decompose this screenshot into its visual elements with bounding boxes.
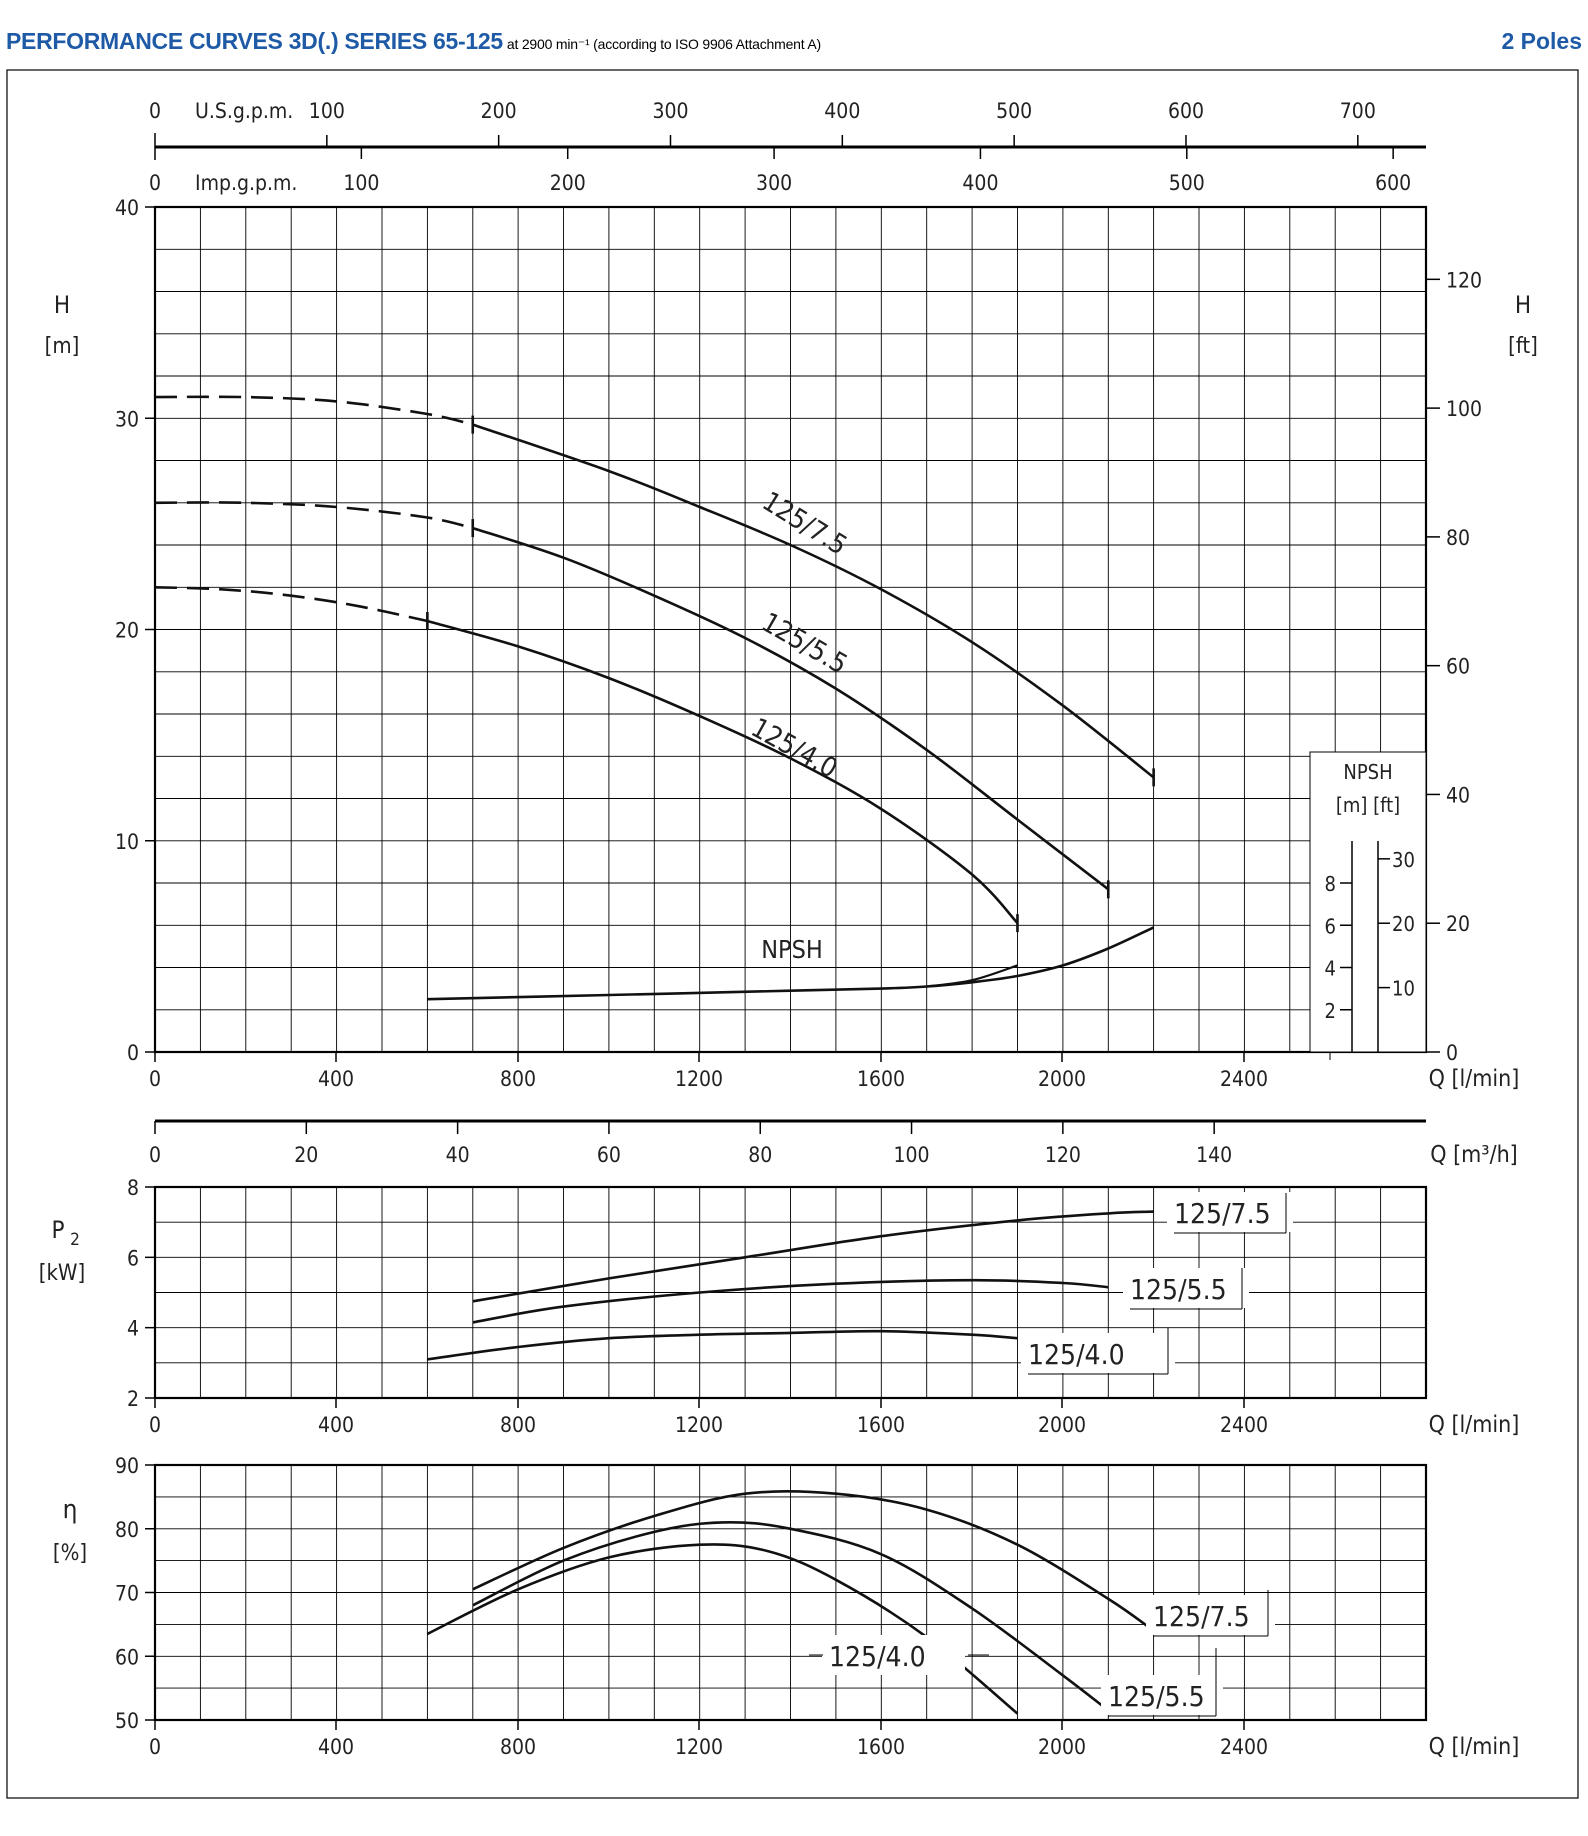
y-right-tick-label: 20 — [1446, 912, 1471, 937]
y-right-tick-label: 40 — [1446, 783, 1471, 808]
x-tick-label: 800 — [499, 1735, 537, 1759]
npsh-inset-m-tick-label: 4 — [1324, 956, 1336, 981]
power-curve-label: 125/7.5 — [1174, 1197, 1271, 1230]
chart-title: PERFORMANCE CURVES 3D(.) SERIES 65-125 at 2900 min⁻¹ (according to ISO 9906 Attachment A) — [6, 28, 821, 54]
npsh-inset-m-tick-label: 2 — [1324, 998, 1336, 1023]
impgpm-tick-label: 100 — [343, 171, 380, 195]
x-axis-label: Q [l/min] — [1428, 1412, 1520, 1438]
y-tick-label: 90 — [114, 1454, 139, 1478]
npsh-inset-title: NPSH — [1343, 760, 1393, 784]
x-tick-label: 0 — [148, 1735, 162, 1759]
m3h-tick-label: 120 — [1044, 1143, 1081, 1167]
head-curve-dashed — [155, 397, 473, 425]
y-right-tick-label: 120 — [1446, 268, 1483, 293]
x-tick-label: 1200 — [674, 1735, 724, 1759]
power-axis-unit: [kW] — [38, 1261, 86, 1286]
y-axis-label: H — [53, 291, 71, 319]
y-right-tick-label: 60 — [1446, 654, 1471, 679]
y-tick-label: 8 — [126, 1176, 139, 1200]
npsh-inset-ft-tick-label: 10 — [1392, 976, 1415, 1001]
efficiency-axis-unit: [%] — [52, 1541, 88, 1566]
y-tick-label: 0 — [126, 1041, 139, 1065]
poles-label: 2 Poles — [1501, 28, 1582, 54]
m3h-tick-label: 80 — [748, 1143, 773, 1167]
x-tick-label: 1200 — [674, 1067, 724, 1091]
x-tick-label: 2000 — [1037, 1735, 1087, 1759]
usgpm-tick-label: 300 — [652, 99, 689, 123]
y-tick-label: 4 — [126, 1316, 139, 1341]
head-curve-label: 125/5.5 — [756, 606, 853, 681]
m3h-tick-label: 100 — [893, 1143, 930, 1167]
usgpm-tick-label: 700 — [1339, 99, 1376, 123]
x-tick-label: 800 — [499, 1413, 537, 1437]
x-tick-label: 400 — [317, 1067, 355, 1091]
y-tick-label: 70 — [114, 1581, 139, 1606]
x-axis-label: Q [l/min] — [1428, 1066, 1520, 1092]
y-tick-label: 6 — [126, 1246, 139, 1271]
y-tick-label: 2 — [126, 1387, 139, 1411]
usgpm-tick-label: 200 — [480, 99, 517, 123]
efficiency-curve-label: 125/4.0 — [829, 1640, 926, 1673]
y-tick-label: 30 — [114, 407, 139, 432]
power-curve — [427, 1331, 1017, 1359]
x-tick-label: 2400 — [1219, 1413, 1269, 1437]
power-curve — [473, 1212, 1154, 1302]
head-curve-label: 125/7.5 — [756, 485, 853, 562]
y-right-axis-unit: [ft] — [1508, 334, 1538, 359]
m3h-tick-label: 60 — [596, 1143, 621, 1167]
y-tick-label: 10 — [114, 829, 139, 854]
head-curve — [473, 425, 1154, 778]
y-right-tick-label: 100 — [1446, 397, 1483, 422]
x-tick-label: 800 — [499, 1067, 537, 1091]
x-tick-label: 0 — [148, 1067, 162, 1091]
impgpm-tick-label: 300 — [756, 171, 793, 195]
m3h-tick-label: 0 — [148, 1143, 162, 1167]
efficiency-curve-label: 125/5.5 — [1108, 1680, 1205, 1713]
npsh-inset-units: [m] [ft] — [1335, 793, 1401, 817]
x-tick-label: 2400 — [1219, 1735, 1269, 1759]
power-curve-label: 125/5.5 — [1130, 1273, 1227, 1306]
impgpm-tick-label: 500 — [1168, 171, 1205, 195]
y-right-axis-label: H — [1514, 291, 1532, 319]
usgpm-tick-label: 100 — [308, 99, 345, 123]
m3h-tick-label: 20 — [294, 1143, 319, 1167]
npsh-inset-ft-tick-label: 20 — [1392, 912, 1415, 937]
usgpm-tick-label: 0 — [148, 99, 162, 123]
y-tick-label: 60 — [114, 1645, 139, 1670]
x-tick-label: 1600 — [856, 1413, 906, 1437]
impgpm-tick-label: 400 — [962, 171, 999, 195]
x-tick-label: 2000 — [1037, 1413, 1087, 1437]
x-tick-label: 400 — [317, 1735, 355, 1759]
usgpm-axis-label: U.S.g.p.m. — [195, 99, 294, 123]
npsh-inset-ft-tick-label: 30 — [1392, 847, 1415, 872]
x-tick-label: 1600 — [856, 1735, 906, 1759]
npsh-inset-m-tick-label: 8 — [1324, 872, 1336, 896]
x-tick-label: 2000 — [1037, 1067, 1087, 1091]
impgpm-tick-label: 200 — [549, 171, 586, 195]
usgpm-tick-label: 600 — [1167, 99, 1205, 123]
y-right-tick-label: 0 — [1446, 1041, 1459, 1065]
y-right-tick-label: 80 — [1446, 525, 1471, 550]
power-curve-label: 125/4.0 — [1028, 1338, 1125, 1371]
x-tick-label: 1200 — [674, 1413, 724, 1437]
x-tick-label: 2400 — [1219, 1067, 1269, 1091]
efficiency-axis-label: η — [62, 1495, 78, 1525]
x-tick-label: 400 — [317, 1413, 355, 1437]
efficiency-curve-label: 125/7.5 — [1153, 1600, 1250, 1633]
npsh-curve-label: NPSH — [761, 935, 823, 964]
m3h-tick-label: 40 — [445, 1143, 470, 1167]
y-tick-label: 40 — [114, 196, 139, 220]
impgpm-tick-label: 0 — [148, 171, 162, 195]
usgpm-tick-label: 400 — [824, 99, 861, 123]
power-axis-label: P — [51, 1216, 65, 1244]
y-tick-label: 20 — [114, 618, 139, 643]
head-curve — [427, 621, 1017, 923]
head-curve-label: 125/4.0 — [745, 712, 843, 785]
m3h-axis-label: Q [m³/h] — [1430, 1142, 1518, 1168]
m3h-tick-label: 140 — [1196, 1143, 1233, 1167]
npsh-inset-m-tick-label: 6 — [1324, 914, 1336, 939]
x-tick-label: 1600 — [856, 1067, 906, 1091]
y-tick-label: 50 — [114, 1709, 139, 1733]
x-tick-label: 0 — [148, 1413, 162, 1437]
chart-subtitle: at 2900 min⁻¹ (according to ISO 9906 Attachment A) — [506, 36, 821, 52]
power-axis-label-subscript: 2 — [70, 1230, 80, 1250]
impgpm-tick-label: 600 — [1375, 171, 1412, 195]
y-axis-unit: [m] — [44, 334, 80, 359]
impgpm-axis-label: Imp.g.p.m. — [195, 171, 298, 195]
usgpm-tick-label: 500 — [996, 99, 1033, 123]
head-curve-dashed — [155, 502, 473, 528]
x-axis-label: Q [l/min] — [1428, 1734, 1520, 1760]
y-tick-label: 80 — [114, 1517, 139, 1542]
